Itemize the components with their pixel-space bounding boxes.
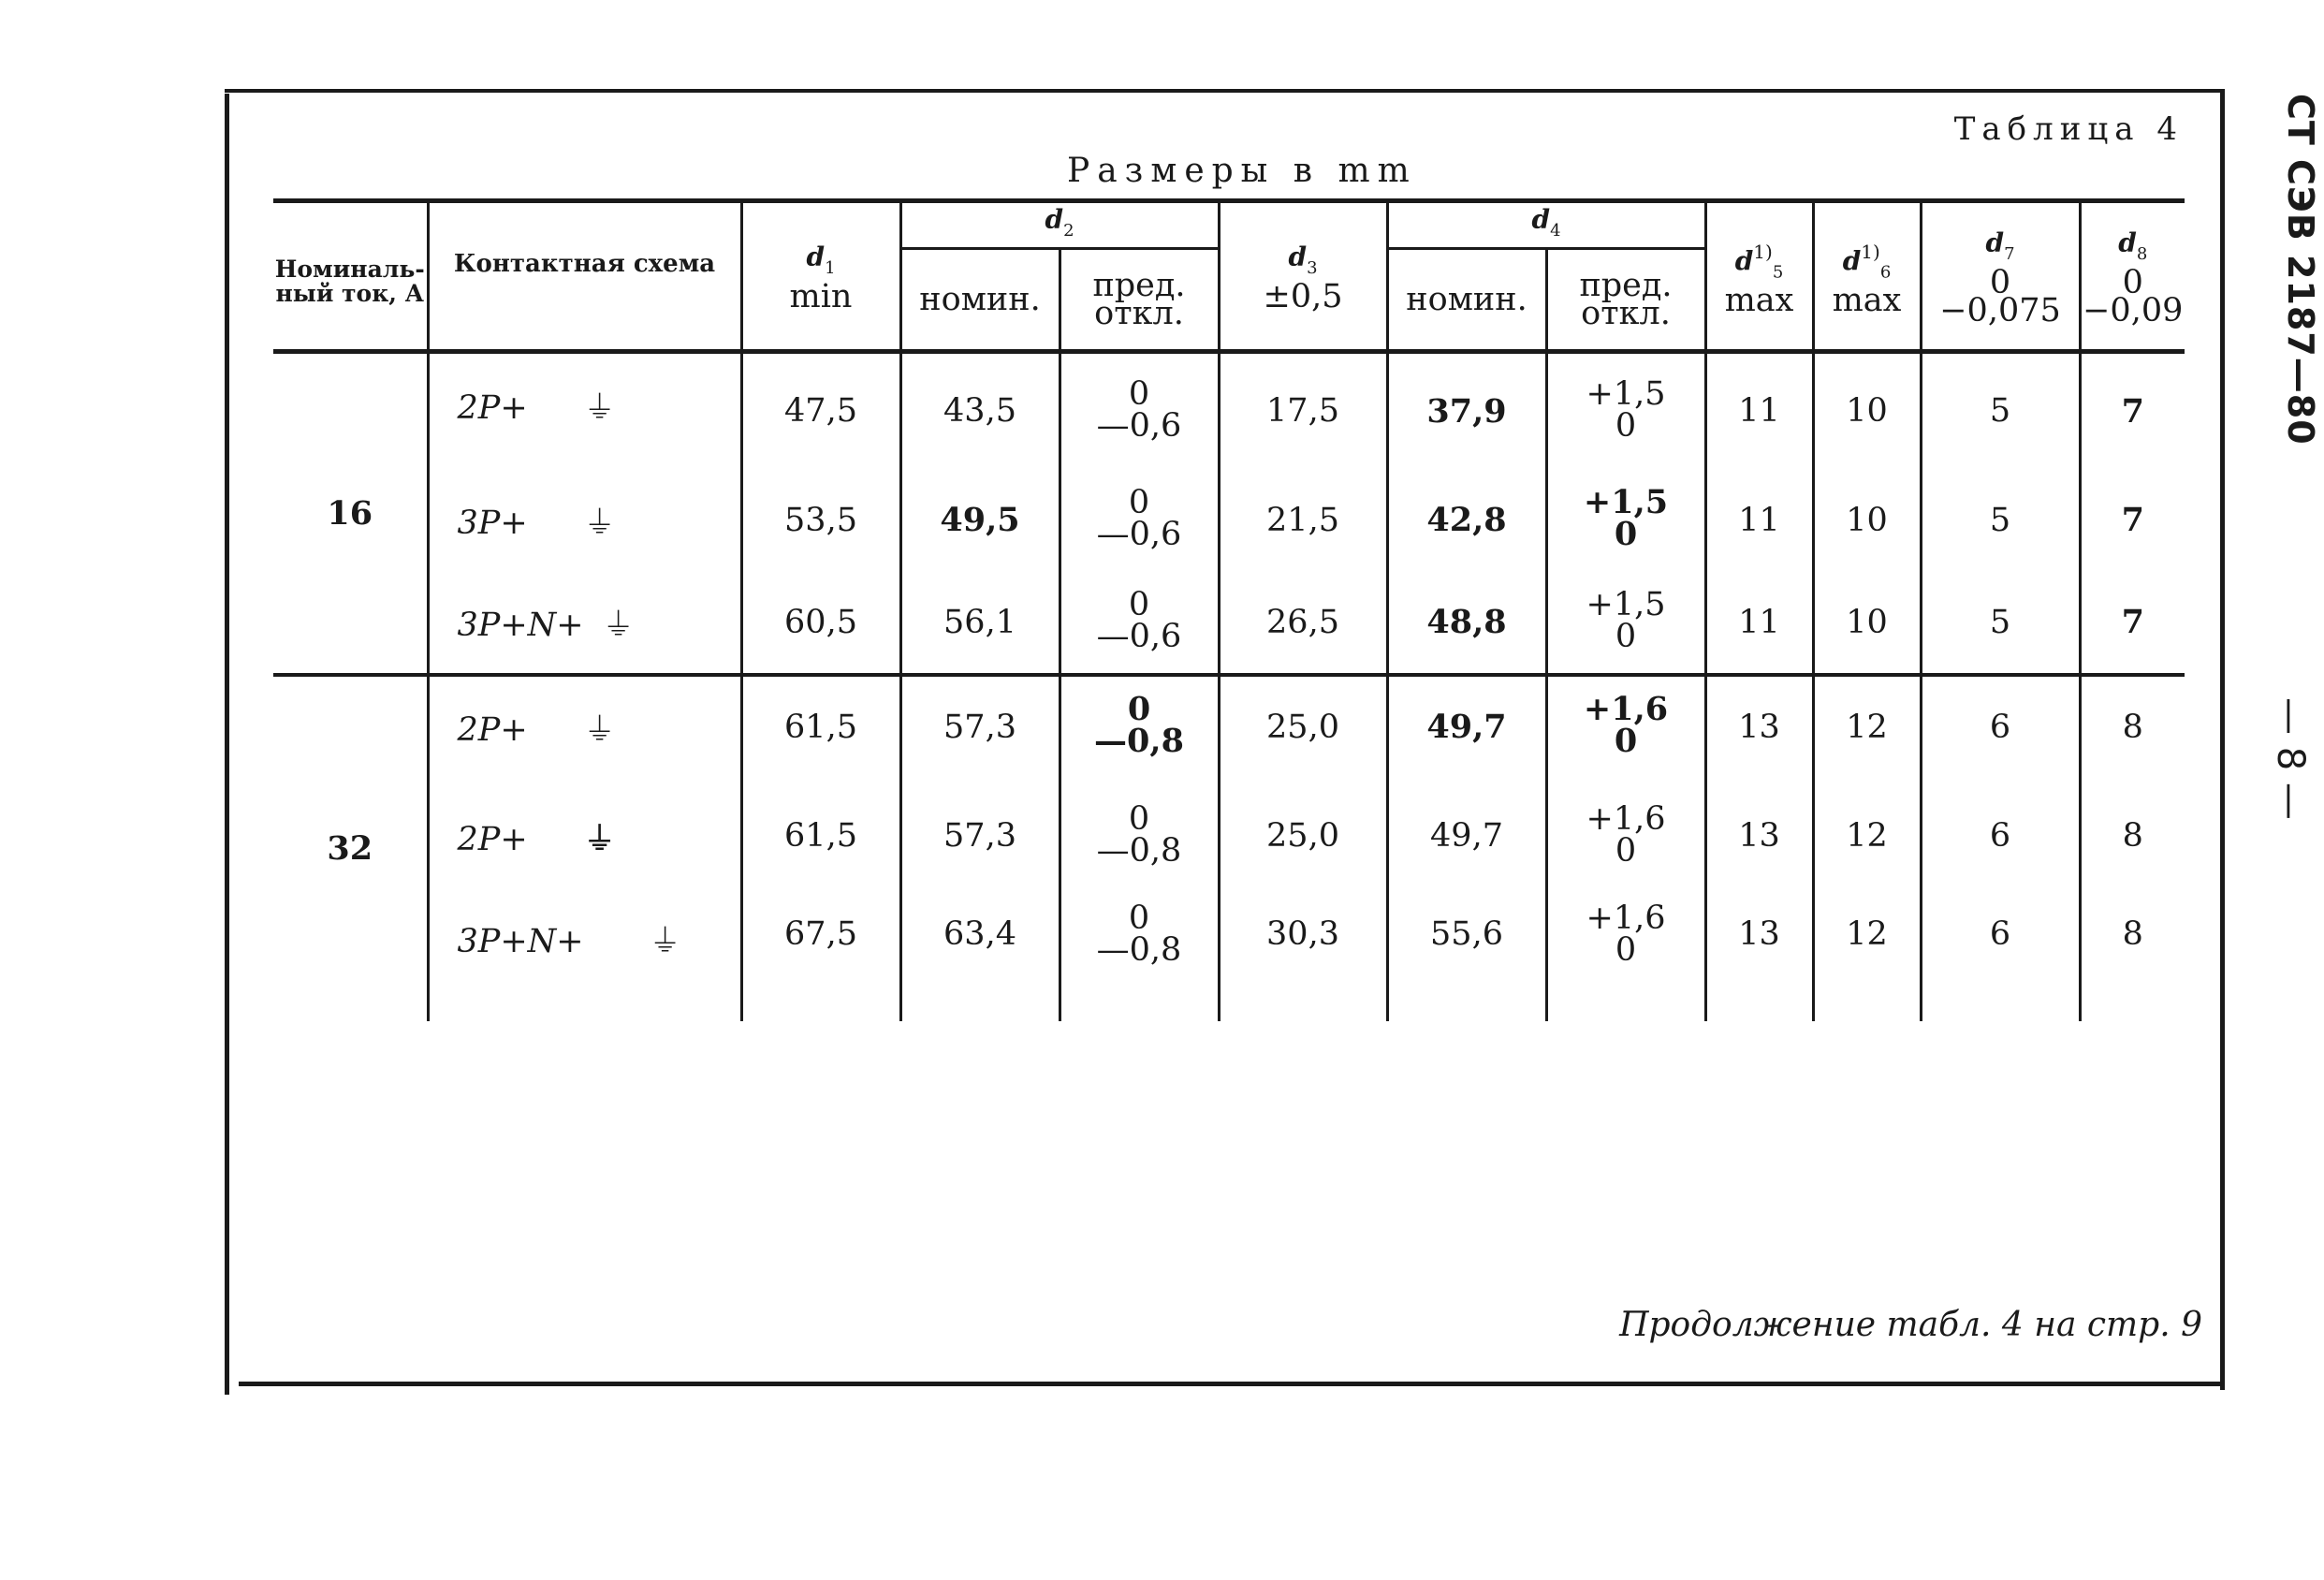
scheme-cell: 2P+ ⏚ <box>428 352 741 469</box>
table-number: Таблица 4 <box>1953 110 2184 148</box>
header-contact-scheme: Контактная схема <box>428 203 741 349</box>
frame-top-rule <box>225 89 2225 93</box>
d1-cell: 60,5 <box>741 572 900 675</box>
header-d7: $d_7$ 0 −0,075 <box>1921 203 2080 349</box>
d1-cell: 61,5 <box>741 675 900 778</box>
header-d1: $d_1$ min <box>741 203 900 349</box>
d5-cell: 13 <box>1705 675 1813 778</box>
d3-cell: 30,3 <box>1219 895 1387 1021</box>
d2-tolerance-cell: 0 —0,8 <box>1060 778 1219 895</box>
header-d6: $d^{1)}_6$ max <box>1813 203 1921 349</box>
d7-cell: 6 <box>1921 778 2080 895</box>
d5-cell: 11 <box>1705 469 1813 572</box>
d4-nominal-cell: 49,7 <box>1387 675 1546 778</box>
table-row <box>273 675 2185 778</box>
d5-cell: 11 <box>1705 572 1813 675</box>
d4-tolerance-cell: +1,6 0 <box>1546 675 1705 778</box>
d3-cell: 25,0 <box>1219 778 1387 895</box>
header-d3: $d_3$ ±0,5 <box>1219 203 1387 349</box>
d2-tolerance-cell: 0 —0,8 <box>1060 675 1219 778</box>
d1-cell: 53,5 <box>741 469 900 572</box>
d2-tolerance-cell: 0 —0,6 <box>1060 572 1219 675</box>
header-d2: $d_2$ <box>900 203 1219 248</box>
ground-icon: ⏚ <box>583 711 616 749</box>
d6-cell: 12 <box>1813 895 1921 1021</box>
scheme-cell: 3P+N+ ⏚ <box>428 895 741 1021</box>
d6-cell: 12 <box>1813 778 1921 895</box>
d2-tolerance-cell: 0 —0,6 <box>1060 469 1219 572</box>
table-row <box>273 778 2185 895</box>
header-d4-nominal: номин. <box>1387 248 1546 349</box>
d7-cell: 5 <box>1921 469 2080 572</box>
scheme-cell: 2P+ ⏚ <box>428 778 741 895</box>
d2-tolerance-cell: 0 —0,8 <box>1060 895 1219 1021</box>
d8-cell: 7 <box>2080 352 2185 469</box>
standard-designation: СТ СЭВ 2187—80 <box>2280 94 2321 446</box>
header-d5: $d^{1)}_5$ max <box>1705 203 1813 349</box>
d4-tolerance-cell: +1,5 0 <box>1546 572 1705 675</box>
frame-bottom-rule <box>239 1382 2223 1386</box>
d2-tolerance-cell: 0 —0,6 <box>1060 352 1219 469</box>
page-number: — 8 — <box>2269 697 2312 820</box>
header-d2-tolerance: пред. откл. <box>1060 248 1219 349</box>
d8-cell: 8 <box>2080 675 2185 778</box>
d3-cell: 25,0 <box>1219 675 1387 778</box>
d4-nominal-cell: 55,6 <box>1387 895 1546 1021</box>
d3-cell: 21,5 <box>1219 469 1387 572</box>
scheme-cell: 2P+ ⏚ <box>428 675 741 778</box>
d2-nominal-cell: 63,4 <box>900 895 1060 1021</box>
current-cell: 16 <box>327 493 373 533</box>
d4-nominal-cell: 49,7 <box>1387 778 1546 895</box>
d3-cell: 26,5 <box>1219 572 1387 675</box>
scheme-cell: 3P+ ⏚ <box>428 469 741 572</box>
d7-cell: 5 <box>1921 572 2080 675</box>
d7-cell: 6 <box>1921 895 2080 1021</box>
table-row <box>273 469 2185 572</box>
d4-tolerance-cell: +1,6 0 <box>1546 778 1705 895</box>
d5-cell: 13 <box>1705 895 1813 1021</box>
frame-left-rule <box>225 94 229 1395</box>
header-nominal-current: Номиналь-ный ток, А <box>274 256 425 307</box>
header-d8: $d_8$ 0 −0,09 <box>2080 203 2185 349</box>
d4-nominal-cell: 48,8 <box>1387 572 1546 675</box>
d6-cell: 12 <box>1813 675 1921 778</box>
header-d4-tolerance: пред. откл. <box>1546 248 1705 349</box>
d6-cell: 10 <box>1813 469 1921 572</box>
header-d2-nominal: номин. <box>900 248 1060 349</box>
header-d4: $d_4$ <box>1387 203 1705 248</box>
d8-cell: 7 <box>2080 572 2185 675</box>
frame-right-rule <box>2220 89 2225 1390</box>
d2-nominal-cell: 56,1 <box>900 572 1060 675</box>
table-row <box>273 572 2185 675</box>
dimensions-table <box>273 198 2185 1021</box>
ground-icon: ⏚ <box>602 607 635 644</box>
d1-cell: 47,5 <box>741 352 900 469</box>
d2-nominal-cell: 57,3 <box>900 778 1060 895</box>
d2-nominal-cell: 49,5 <box>900 469 1060 572</box>
d6-cell: 10 <box>1813 572 1921 675</box>
d7-cell: 5 <box>1921 352 2080 469</box>
table-row <box>273 352 2185 469</box>
units-caption: Размеры в mm <box>1067 152 1417 190</box>
continuation-note: Продолжение табл. 4 на стр. 9 <box>1619 1306 2202 1344</box>
d5-cell: 13 <box>1705 778 1813 895</box>
d8-cell: 7 <box>2080 469 2185 572</box>
d2-nominal-cell: 57,3 <box>900 675 1060 778</box>
d4-tolerance-cell: +1,5 0 <box>1546 352 1705 469</box>
ground-icon: ⏚ <box>583 389 616 427</box>
d4-nominal-cell: 37,9 <box>1387 352 1546 469</box>
d7-cell: 6 <box>1921 675 2080 778</box>
d4-tolerance-cell: +1,5 0 <box>1546 469 1705 572</box>
table-row <box>273 895 2185 1021</box>
d1-cell: 61,5 <box>741 778 900 895</box>
ground-icon: ⏚ <box>583 820 616 858</box>
d3-cell: 17,5 <box>1219 352 1387 469</box>
ground-icon: ⏚ <box>649 922 681 960</box>
d6-cell: 10 <box>1813 352 1921 469</box>
dimensions-table-wrapper <box>273 198 2185 1021</box>
d8-cell: 8 <box>2080 895 2185 1021</box>
d4-nominal-cell: 42,8 <box>1387 469 1546 572</box>
d5-cell: 11 <box>1705 352 1813 469</box>
d8-cell: 8 <box>2080 778 2185 895</box>
current-cell: 32 <box>273 675 428 1021</box>
d4-tolerance-cell: +1,6 0 <box>1546 895 1705 1021</box>
d1-cell: 67,5 <box>741 895 900 1021</box>
d2-nominal-cell: 43,5 <box>900 352 1060 469</box>
ground-icon: ⏚ <box>583 505 616 542</box>
scheme-cell: 3P+N+ ⏚ <box>428 572 741 675</box>
